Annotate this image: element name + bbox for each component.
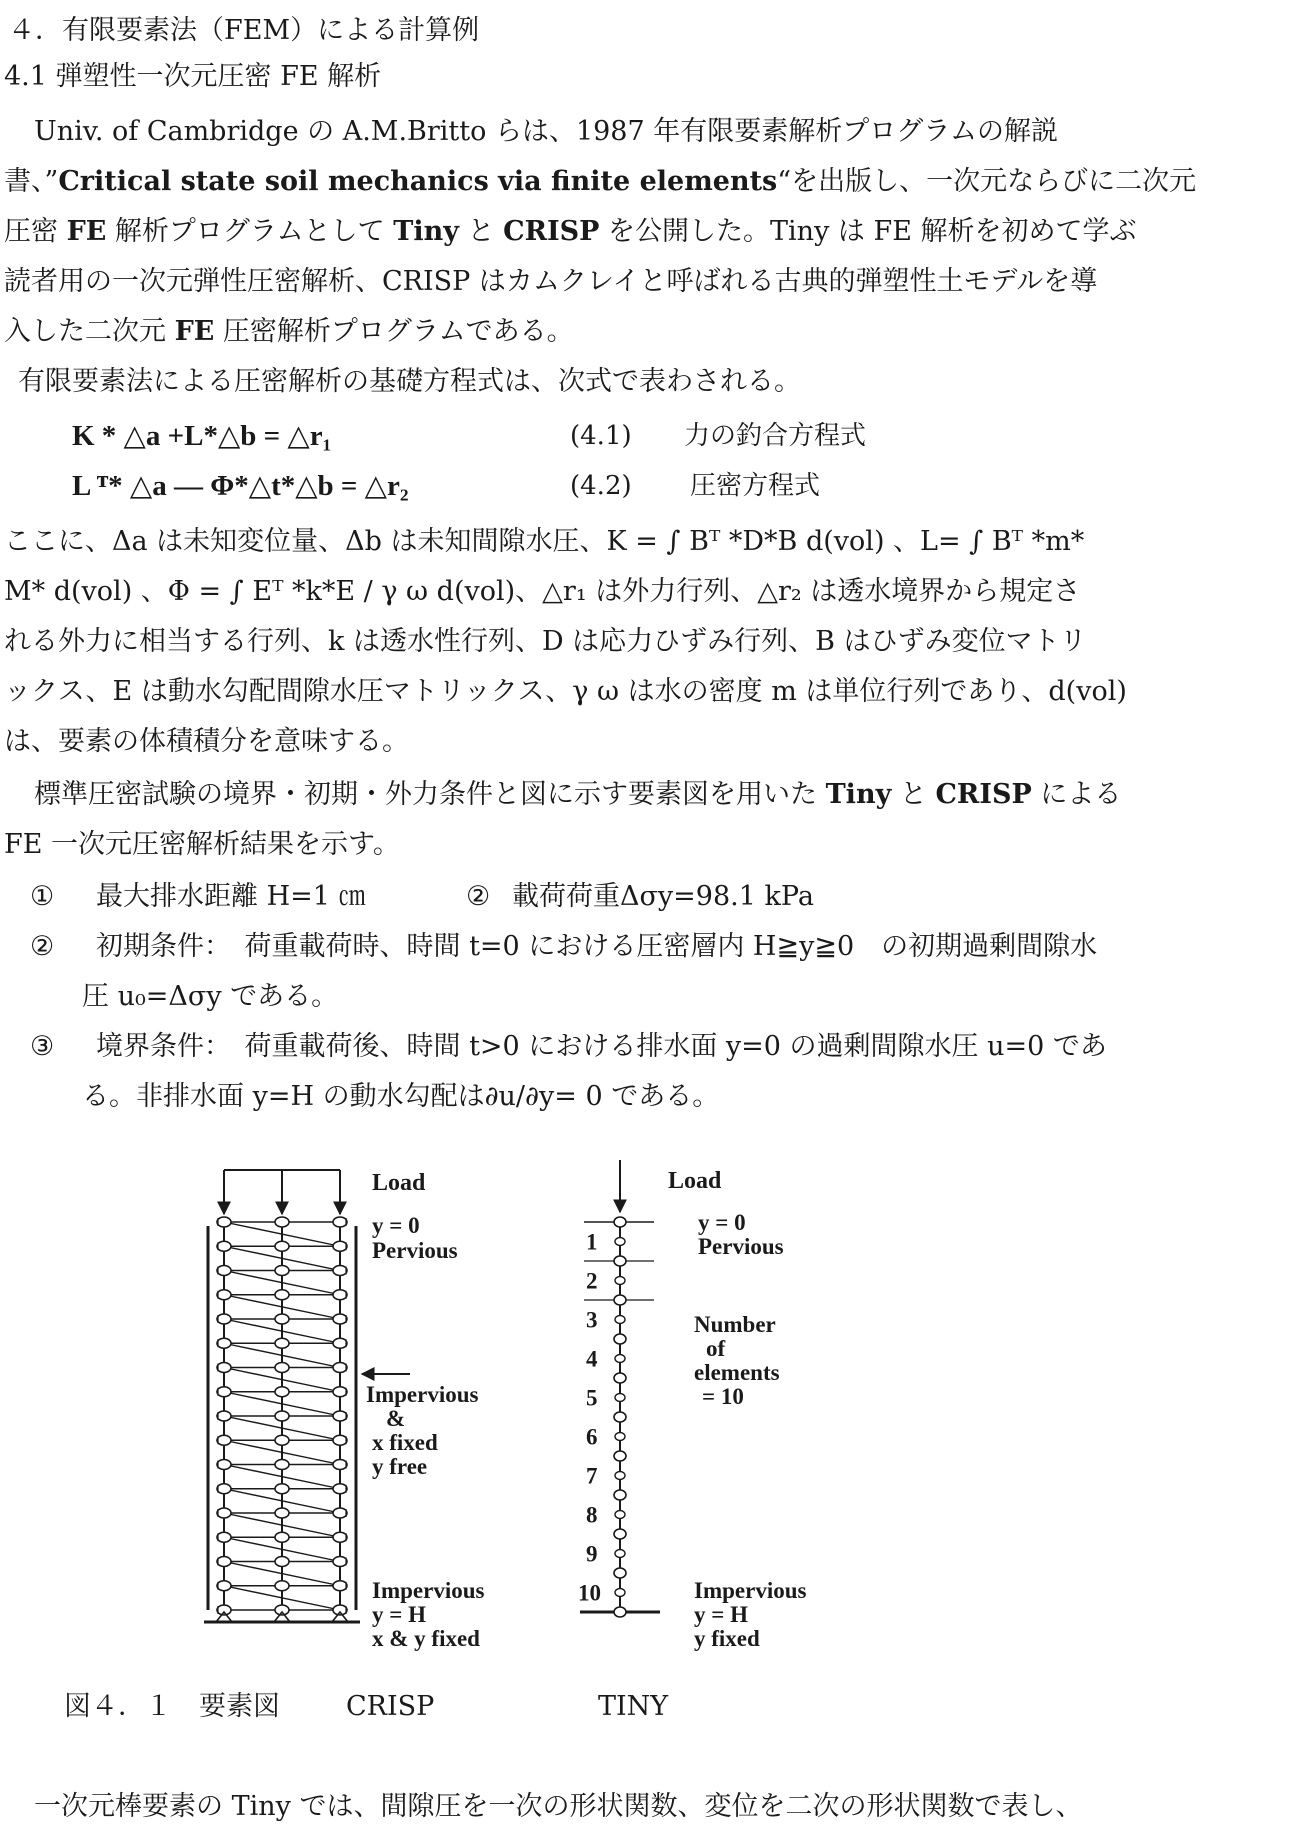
- intro-line-2: [4, 165, 1196, 199]
- tiny-count-label: = 10: [702, 1384, 744, 1409]
- crisp-node: [217, 1217, 231, 1227]
- tiny-node: [614, 1334, 626, 1344]
- crisp-node: [333, 1217, 347, 1227]
- intro-line-2-c: “を出版し、一次元ならびに二次元: [777, 166, 1197, 197]
- tiny-element-number: 2: [586, 1268, 598, 1294]
- crisp-node: [275, 1217, 289, 1227]
- condition-1-text: 最大排水距離 H=1 ㎝: [96, 881, 366, 912]
- crisp-node: [217, 1314, 231, 1324]
- crisp-node: [275, 1338, 289, 1348]
- tiny-mid-node: [615, 1511, 625, 1519]
- crisp-node: [275, 1532, 289, 1542]
- tiny-node: [614, 1412, 626, 1422]
- intro-line-2-a: 書、”: [4, 166, 59, 197]
- crisp-node: [217, 1484, 231, 1494]
- crisp-node: [275, 1435, 289, 1445]
- condition-1-mark: ①: [30, 881, 55, 912]
- fe-term-2: FE: [174, 316, 215, 347]
- tiny-node: [614, 1490, 626, 1500]
- definitions-line-2: M* d(vol) 、Φ = ∫ Eᵀ *k*E / γ ω d(vol)、△r₁ は外力行列、△r₂ は透水境界から規定さ: [4, 576, 1081, 607]
- crisp-bot-xyfixed: x & y fixed: [372, 1626, 480, 1651]
- crisp-node: [275, 1387, 289, 1397]
- test-intro-crisp: CRISP: [935, 779, 1032, 810]
- crisp-node: [333, 1605, 347, 1615]
- test-intro-e: による: [1031, 779, 1122, 810]
- tiny-node: [614, 1529, 626, 1539]
- crisp-node: [275, 1605, 289, 1615]
- crisp-node: [333, 1314, 347, 1324]
- crisp-node: [333, 1363, 347, 1373]
- tiny-bot-impervious: Impervious: [694, 1578, 807, 1603]
- condition-3-mark: ③: [30, 1031, 55, 1062]
- crisp-mid-amp: &: [386, 1406, 406, 1431]
- crisp-load-label: Load: [372, 1170, 426, 1196]
- crisp-node: [333, 1411, 347, 1421]
- crisp-node: [217, 1460, 231, 1470]
- crisp-node: [217, 1532, 231, 1542]
- crisp-node: [217, 1435, 231, 1445]
- crisp-node: [333, 1338, 347, 1348]
- definitions-line-5: は、要素の体積積分を意味する。: [4, 726, 409, 757]
- crisp-node: [275, 1314, 289, 1324]
- condition-3-text: 境界条件： 荷重載荷後、時間 t>0 における排水面 y=0 の過剰間隙水圧 u=0 であ: [96, 1031, 1107, 1062]
- condition-2-mark: ②: [30, 931, 55, 962]
- crisp-node: [333, 1532, 347, 1542]
- crisp-node: [275, 1241, 289, 1251]
- crisp-node: [333, 1435, 347, 1445]
- tiny-node: [614, 1217, 626, 1227]
- crisp-node: [217, 1266, 231, 1276]
- crisp-mid-impervious: Impervious: [366, 1382, 479, 1407]
- figure-caption-tiny: TINY: [598, 1691, 669, 1722]
- crisp-node: [275, 1557, 289, 1567]
- crisp-node: [333, 1508, 347, 1518]
- tiny-element-number: 8: [586, 1502, 598, 1528]
- figure-caption-label: 図４．１ 要素図: [64, 1691, 280, 1722]
- crisp-node: [217, 1557, 231, 1567]
- intro-line-5-a: 入した二次元: [4, 316, 175, 347]
- closing-line-1: 一次元棒要素の Tiny では、間隙圧を一次の形状関数、変位を二次の形状関数で表し、: [34, 1791, 1083, 1822]
- equation-4-1-number: (4.1): [570, 421, 632, 451]
- equation-4-2-number: (4.2): [570, 471, 632, 501]
- tiny-node: [614, 1568, 626, 1578]
- tiny-mid-node: [615, 1238, 625, 1246]
- tiny-of-label: of: [706, 1336, 726, 1361]
- tiny-mid-node: [615, 1550, 625, 1558]
- intro-line-4: 読者用の一次元弾性圧密解析、CRISP はカムクレイと呼ばれる古典的弾塑性土モデルを導: [4, 266, 1098, 297]
- tiny-bot-yfixed: y fixed: [694, 1626, 760, 1651]
- crisp-node: [217, 1411, 231, 1421]
- definitions-line-1: ここに、Δa は未知変位量、Δb は未知間隙水圧、K = ∫ Bᵀ *D*B d(vol) 、L= ∫ Bᵀ *m*: [4, 526, 1085, 557]
- intro-line-5: [4, 315, 574, 349]
- tiny-element-number: 6: [586, 1424, 598, 1450]
- tiny-load-label: Load: [668, 1168, 722, 1194]
- condition-2-text: 初期条件： 荷重載荷時、時間 t=0 における圧密層内 H≧y≧0 の初期過剰間隙水: [96, 931, 1098, 962]
- tiny-element-number: 9: [586, 1541, 598, 1567]
- crisp-node: [217, 1508, 231, 1518]
- crisp-node: [275, 1363, 289, 1373]
- crisp-node: [275, 1484, 289, 1494]
- crisp-top-pervious: Pervious: [372, 1238, 458, 1263]
- subsection-heading: 4.1 弾塑性一次元圧密 FE 解析: [4, 61, 382, 92]
- intro-line-3-g: を公開した。Tiny は FE 解析を初めて学ぶ: [599, 216, 1137, 247]
- test-intro-line-2: FE 一次元圧密解析結果を示す。: [4, 829, 400, 860]
- tiny-element-number: 1: [586, 1229, 598, 1255]
- test-intro-line-1: [34, 778, 1121, 812]
- crisp-node: [275, 1460, 289, 1470]
- crisp-node: [275, 1581, 289, 1591]
- tiny-node: [614, 1451, 626, 1461]
- crisp-node: [217, 1241, 231, 1251]
- condition-2-cont: 圧 u₀=Δσy である。: [82, 981, 339, 1012]
- equation-4-1: K * △a +L*△b = △r₁: [72, 420, 332, 452]
- tiny-number-label: Number: [694, 1312, 776, 1337]
- condition-3-cont: る。非排水面 y=H の動水勾配は∂u/∂y= 0 である。: [82, 1081, 720, 1112]
- crisp-node: [333, 1581, 347, 1591]
- crisp-mid-xfixed: x fixed: [372, 1430, 438, 1455]
- intro-line-3-e: と: [458, 216, 504, 247]
- tiny-elements-label: elements: [694, 1360, 780, 1385]
- tiny-element-number: 3: [586, 1307, 598, 1333]
- crisp-mid-yfree: y free: [372, 1454, 428, 1479]
- tiny-mid-node: [615, 1355, 625, 1363]
- crisp-node: [333, 1557, 347, 1567]
- crisp-node: [333, 1460, 347, 1470]
- crisp-node: [217, 1581, 231, 1591]
- intro-line-3-c: 解析プログラムとして: [106, 216, 394, 247]
- crisp-bot-yH: y = H: [372, 1602, 426, 1627]
- crisp-node: [333, 1387, 347, 1397]
- tiny-mid-node: [615, 1316, 625, 1324]
- crisp-bot-impervious: Impervious: [372, 1578, 485, 1603]
- definitions-line-3: れる外力に相当する行列、k は透水性行列、D は応力ひずみ行列、B はひずみ変位マトリ: [4, 626, 1087, 657]
- tiny-element-number: 10: [578, 1580, 601, 1606]
- section-heading: ４．有限要素法（FEM）による計算例: [8, 15, 480, 46]
- crisp-node: [275, 1411, 289, 1421]
- tiny-node: [614, 1607, 626, 1617]
- condition-1b-mark: ②: [466, 881, 491, 912]
- equation-4-2: L ᵀ* △a — Φ*△t*△b = △r₂: [72, 470, 409, 502]
- tiny-top-pervious: Pervious: [698, 1234, 784, 1259]
- crisp-node: [275, 1290, 289, 1300]
- element-figure: [0, 1150, 1300, 1710]
- crisp-node: [217, 1290, 231, 1300]
- crisp-node: [333, 1484, 347, 1494]
- intro-line-1: Univ. of Cambridge の A.M.Britto らは、1987 年有限要素解析プログラムの解説: [34, 116, 1058, 147]
- test-intro-c: と: [891, 779, 936, 810]
- condition-1b-text: 載荷荷重Δσy=98.1 kPa: [512, 881, 814, 912]
- tiny-node: [614, 1373, 626, 1383]
- intro-line-6: 有限要素法による圧密解析の基礎方程式は、次式で表わされる。: [18, 366, 801, 397]
- crisp-node: [333, 1241, 347, 1251]
- crisp-term: CRISP: [503, 216, 600, 247]
- tiny-element-number: 5: [586, 1385, 598, 1411]
- crisp-node: [217, 1338, 231, 1348]
- crisp-node: [275, 1266, 289, 1276]
- intro-line-5-c: 圧密解析プログラムである。: [214, 316, 574, 347]
- tiny-mid-node: [615, 1433, 625, 1441]
- equation-4-2-label: 圧密方程式: [690, 471, 821, 501]
- fe-term: FE: [66, 216, 107, 247]
- definitions-line-4: ックス、E は動水勾配間隙水圧マトリックス、γ ω は水の密度 m は単位行列であり、d(vol): [4, 676, 1127, 707]
- tiny-top-y0: y = 0: [698, 1210, 746, 1235]
- tiny-mid-node: [615, 1472, 625, 1480]
- crisp-node: [275, 1508, 289, 1518]
- tiny-mid-node: [615, 1277, 625, 1285]
- crisp-node: [217, 1605, 231, 1615]
- tiny-mid-node: [615, 1394, 625, 1402]
- crisp-node: [217, 1363, 231, 1373]
- tiny-mesh: [578, 1160, 660, 1617]
- figure-caption-crisp: CRISP: [346, 1691, 435, 1722]
- tiny-node: [614, 1295, 626, 1305]
- tiny-bot-yH: y = H: [694, 1602, 748, 1627]
- intro-line-3-a: 圧密: [4, 216, 67, 247]
- tiny-term: Tiny: [393, 216, 459, 247]
- test-intro-tiny: Tiny: [825, 779, 892, 810]
- tiny-element-number: 7: [586, 1463, 598, 1489]
- intro-line-3: [4, 215, 1137, 249]
- tiny-node: [614, 1256, 626, 1266]
- equation-4-1-label: 力の釣合方程式: [684, 421, 867, 451]
- tiny-mid-node: [615, 1589, 625, 1597]
- book-title: Critical state soil mechanics via finite elements: [58, 166, 778, 197]
- test-intro-a: 標準圧密試験の境界・初期・外力条件と図に示す要素図を用いた: [34, 779, 826, 810]
- crisp-node: [217, 1387, 231, 1397]
- tiny-element-number: 4: [586, 1346, 598, 1372]
- crisp-top-y0: y = 0: [372, 1213, 420, 1238]
- crisp-node: [333, 1290, 347, 1300]
- crisp-node: [333, 1266, 347, 1276]
